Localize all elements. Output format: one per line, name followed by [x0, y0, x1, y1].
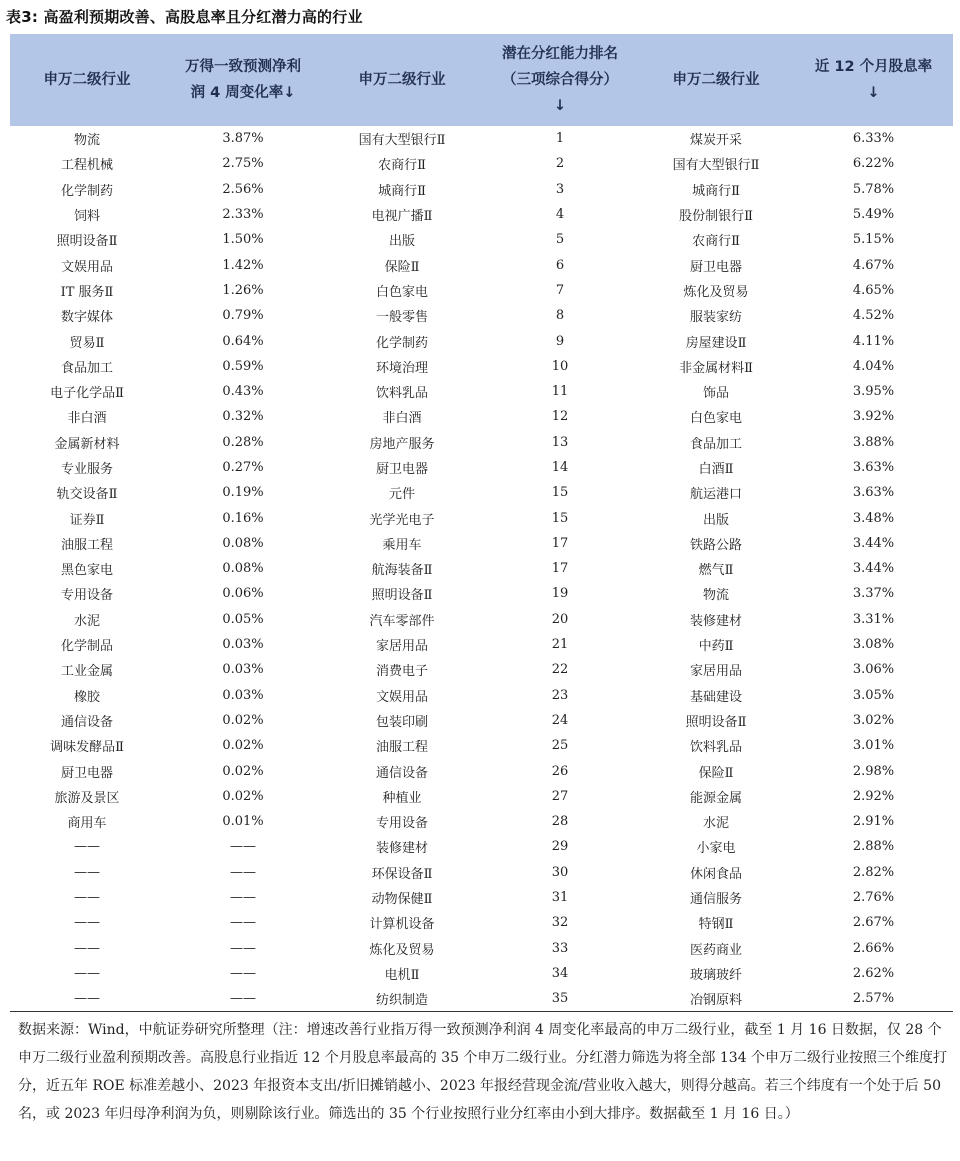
table-row	[10, 910, 953, 935]
table-cell: IT 服务Ⅱ	[60, 284, 114, 300]
table-row	[10, 961, 953, 986]
table-cell: 0.43%	[222, 384, 264, 400]
table-cell: 12	[551, 409, 569, 425]
table-cell: 工程机械	[60, 158, 113, 174]
table-cell: 2.98%	[852, 763, 895, 779]
table-cell: 0.02%	[222, 712, 264, 728]
table-row	[10, 202, 953, 227]
table-cell: 能源金属	[689, 790, 742, 806]
table-row	[10, 252, 953, 277]
table-cell: 黑色家电	[60, 563, 113, 579]
table-cell: 1.26%	[222, 282, 264, 298]
table-cell: 3.95%	[852, 384, 895, 400]
table-cell: 17	[551, 561, 569, 577]
table-cell: 2.88%	[852, 839, 895, 855]
table-cell: 装修建材	[689, 613, 742, 629]
table-cell: 3.63%	[852, 485, 895, 501]
table-cell: 23	[551, 687, 569, 703]
table-cell: 照明设备Ⅱ	[685, 714, 747, 730]
table-cell: 玻璃玻纤	[689, 967, 742, 983]
table-row	[10, 227, 953, 252]
table-row	[10, 278, 953, 303]
table-cell: 冶钢原料	[638, 986, 794, 1012]
table-cell: ——	[74, 965, 100, 981]
table-cell: 25	[551, 738, 569, 754]
table-cell: 特钢Ⅱ	[698, 917, 734, 933]
table-cell: 27	[551, 788, 569, 804]
table-cell: 化学制品	[60, 639, 113, 655]
table-row	[10, 733, 953, 758]
table-cell: 15	[551, 510, 569, 526]
table-cell: 0.01%	[222, 814, 264, 830]
table-cell: 饰品	[702, 386, 729, 402]
table-cell: 证券Ⅱ	[69, 512, 105, 528]
table-cell: 3.87%	[222, 131, 264, 147]
table-cell: ——	[74, 864, 100, 880]
table-cell: 中药Ⅱ	[698, 639, 734, 655]
table-row	[10, 632, 953, 657]
table-cell: 文娱用品	[375, 689, 428, 705]
table-cell: 2	[555, 156, 565, 172]
table-cell: 3.31%	[852, 611, 895, 627]
table-cell: ——	[230, 940, 256, 956]
table-cell: 0.03%	[222, 687, 264, 703]
table-cell: 28	[551, 814, 569, 830]
table-row	[10, 531, 953, 556]
table-row	[10, 581, 953, 606]
table-cell: 出版	[388, 234, 415, 250]
table-row	[10, 379, 953, 404]
table-cell: 5.15%	[852, 232, 895, 248]
table-cell: 文娱用品	[60, 259, 113, 275]
table-cell: 8	[555, 308, 565, 324]
table-cell: 3.44%	[852, 561, 895, 577]
col-header-dividend-yield: 近 12 个月股息率 ↓	[794, 34, 953, 126]
table-row	[10, 177, 953, 202]
table-cell: 轨交设备Ⅱ	[56, 487, 118, 503]
table-cell: 基础建设	[689, 689, 742, 705]
table-cell: ——	[230, 915, 256, 931]
table-cell: 7	[555, 282, 565, 298]
table-cell: 饲料	[73, 209, 100, 225]
table-cell: 5.49%	[852, 207, 895, 223]
table-row	[10, 303, 953, 328]
table-row	[10, 936, 953, 961]
table-cell: 厨卫电器	[689, 259, 742, 275]
table-cell: 农商行Ⅱ	[692, 234, 740, 250]
table-cell: 3.05%	[852, 687, 895, 703]
table-cell: 元件	[388, 487, 415, 503]
table-cell: 非白酒	[382, 411, 422, 427]
table-cell: 2.56%	[222, 181, 264, 197]
table-cell: 房地产服务	[369, 436, 435, 452]
source-note: 数据来源：Wind，中航证券研究所整理（注：增速改善行业指万得一致预测净利润 4 周变化率最高的申万二级行业，截至 1 月 16 日数据，仅 28 个申万二级行业盈利预期改善。高股息行业指近 12 个月股息率最高的 35 个申万二级行业。分红潜力筛选为将全部 134 个申万二级行业按照三个维度打分，近五年 ROE 标准差越小、2023 年报资本支出/折旧摊销越小、2023 年报经营现金流/营业收入越大，则得分越高。若三个纬度有一个处于后 50 名，或 2023 年归母净利润为负，则剔除该行业。筛选出的 35 个行业按照行业分红率由小到大排序。数据截至 1 月 16 日。）	[18, 1022, 948, 1122]
col-header-industry-3: 申万二级行业	[638, 34, 794, 126]
table-cell: 种植业	[382, 790, 422, 806]
table-cell: 29	[551, 839, 569, 855]
table-cell: 乘用车	[382, 537, 422, 553]
table-cell: 食品加工	[689, 436, 742, 452]
table-cell: 水泥	[73, 613, 100, 629]
table-cell: ——	[230, 864, 256, 880]
table-cell: 厨卫电器	[375, 462, 428, 477]
table-cell: 2.62%	[852, 965, 895, 981]
table-cell: 0.79%	[222, 308, 264, 324]
table-row	[10, 860, 953, 885]
table-cell: 保险Ⅱ	[698, 765, 734, 781]
table-cell: 22	[551, 662, 569, 678]
table-cell: 休闲食品	[689, 866, 742, 882]
table-cell: 家居用品	[689, 664, 742, 680]
col-header-industry-2: 申万二级行业	[322, 34, 482, 126]
table-cell: 煤炭开采	[689, 133, 742, 149]
table-row	[10, 809, 953, 834]
table-cell: 油服工程	[375, 740, 428, 756]
table-cell: 厨卫电器	[60, 765, 113, 781]
table-cell: 33	[551, 940, 569, 956]
table-row	[10, 607, 953, 632]
table-cell: 专业服务	[60, 462, 113, 477]
table-body	[10, 126, 953, 1012]
table-cell: 1	[555, 131, 565, 147]
table-cell: 2.76%	[852, 890, 895, 906]
table-cell: ——	[74, 915, 100, 931]
table-cell: 2.75%	[222, 156, 264, 172]
table-cell: 2.91%	[852, 814, 895, 830]
table-cell: 照明设备Ⅱ	[56, 234, 118, 250]
table-row	[10, 404, 953, 429]
table-cell: 32	[551, 915, 569, 931]
table-row	[10, 480, 953, 505]
table-cell: 照明设备Ⅱ	[371, 588, 433, 604]
table-cell: 光学光电子	[369, 512, 435, 528]
table-cell: 电子化学品Ⅱ	[50, 386, 124, 402]
table-cell: 1.50%	[222, 232, 264, 248]
table-row	[10, 834, 953, 859]
table-cell: 食品加工	[60, 360, 113, 376]
table-cell: 保险Ⅱ	[384, 259, 420, 275]
table-cell: 小家电	[696, 841, 736, 857]
table-cell: 调味发酵品Ⅱ	[50, 740, 124, 756]
table-cell: 白色家电	[689, 411, 742, 427]
table-cell: 通信设备	[60, 714, 113, 730]
table-cell: 数字媒体	[60, 310, 113, 326]
table-header-row	[10, 34, 953, 126]
table-cell: ——	[230, 965, 256, 981]
table-cell: 化学制药	[375, 335, 428, 351]
table-cell: 3.37%	[852, 586, 895, 602]
table-cell: 0.59%	[222, 358, 264, 374]
table-cell: 3.48%	[852, 510, 895, 526]
table-cell: 电机Ⅱ	[384, 967, 420, 983]
table-cell: 1.42%	[222, 257, 264, 273]
table-cell: 30	[551, 864, 569, 880]
table-cell: 国有大型银行Ⅱ	[672, 158, 760, 174]
table-cell: 铁路公路	[689, 537, 742, 553]
table-cell: 出版	[702, 512, 729, 528]
table-cell: 2.57%	[794, 986, 953, 1012]
table-cell: 5.78%	[852, 181, 895, 197]
table-cell: 计算机设备	[369, 917, 435, 933]
table-cell: 0.05%	[222, 611, 264, 627]
table-cell: 物流	[73, 133, 100, 149]
table-cell: 10	[551, 358, 569, 374]
table-cell: 0.06%	[222, 586, 264, 602]
table-cell: 白色家电	[375, 284, 428, 300]
table-cell: 工业金属	[60, 664, 113, 680]
table-cell: 专用设备	[60, 588, 113, 604]
table-cell: 汽车零部件	[369, 613, 435, 629]
table-cell: 3	[555, 181, 565, 197]
table-row	[10, 505, 953, 530]
table-cell: 3.02%	[852, 712, 895, 728]
table-row	[10, 758, 953, 783]
table-cell: 0.08%	[222, 561, 264, 577]
table-cell: 服装家纺	[689, 310, 742, 326]
table-row	[10, 430, 953, 455]
table-cell: 房屋建设Ⅱ	[685, 335, 747, 351]
table-cell: 11	[551, 384, 569, 400]
table-cell: 装修建材	[375, 841, 428, 857]
table-cell: 0.19%	[222, 485, 264, 501]
table-row	[10, 455, 953, 480]
table-cell: 4.04%	[852, 358, 895, 374]
table-cell: 贸易Ⅱ	[69, 335, 105, 351]
table-cell: 金属新材料	[54, 436, 120, 452]
table-cell: 一般零售	[375, 310, 428, 326]
table-cell: 0.08%	[222, 535, 264, 551]
table-cell: 电视广播Ⅱ	[371, 209, 433, 225]
table-cell: 4.11%	[852, 333, 895, 349]
table-cell: ——	[230, 890, 256, 906]
table-cell: 白酒Ⅱ	[698, 462, 734, 477]
table-cell: 城商行Ⅱ	[378, 183, 426, 199]
table-cell: 4.52%	[852, 308, 895, 324]
table-cell: 4.67%	[852, 257, 895, 273]
col-header-industry-1: 申万二级行业	[10, 34, 164, 126]
table-cell: 2.66%	[852, 940, 895, 956]
table-row	[10, 556, 953, 581]
table-cell: 油服工程	[60, 537, 113, 553]
table-cell: 3.92%	[852, 409, 895, 425]
table-row	[10, 784, 953, 809]
table-cell: 34	[551, 965, 569, 981]
table-cell: 6.22%	[852, 156, 895, 172]
table-cell: 动物保健Ⅱ	[371, 892, 433, 908]
table-cell: 15	[551, 485, 569, 501]
table-cell: 家居用品	[375, 639, 428, 655]
table-cell: 航海装备Ⅱ	[371, 563, 433, 579]
table-row	[10, 885, 953, 910]
table-cell: 3.63%	[852, 460, 895, 475]
table-cell: 0.02%	[222, 763, 264, 779]
table-cell: 0.16%	[222, 510, 264, 526]
table-cell: ——	[164, 986, 322, 1012]
col-header-profit-change: 万得一致预测净利 润 4 周变化率↓	[164, 34, 322, 126]
table-cell: 非金属材料Ⅱ	[679, 360, 753, 376]
table-row	[10, 151, 953, 176]
table-cell: 医药商业	[689, 942, 742, 958]
table-cell: 炼化及贸易	[683, 284, 749, 300]
table-cell: 2.33%	[222, 207, 264, 223]
table-cell: 17	[551, 535, 569, 551]
table-cell: 环境治理	[375, 360, 428, 376]
table-cell: 燃气Ⅱ	[698, 563, 734, 579]
table-row	[10, 328, 953, 353]
table-cell: 0.27%	[222, 460, 264, 475]
table-cell: 城商行Ⅱ	[692, 183, 740, 199]
table-cell: ——	[74, 890, 100, 906]
table-cell: ——	[74, 839, 100, 855]
table-cell: ——	[230, 839, 256, 855]
table-row	[10, 708, 953, 733]
table-cell: 3.44%	[852, 535, 895, 551]
table-row	[10, 683, 953, 708]
table-row	[10, 354, 953, 379]
table-cell: 0.64%	[222, 333, 264, 349]
table-cell: 2.67%	[852, 915, 895, 931]
table-cell: 国有大型银行Ⅱ	[358, 133, 446, 149]
table-cell: 2.92%	[852, 788, 895, 804]
table-cell: 5	[555, 232, 565, 248]
table-cell: 3.06%	[852, 662, 895, 678]
table-cell: 0.03%	[222, 662, 264, 678]
table-cell: 专用设备	[375, 816, 428, 832]
table-cell: 水泥	[702, 816, 729, 832]
table-cell: 旅游及景区	[54, 790, 120, 806]
table-cell: 农商行Ⅱ	[378, 158, 426, 174]
table-cell: 13	[551, 434, 569, 450]
table-row	[10, 657, 953, 682]
table-cell: ——	[74, 940, 100, 956]
table-cell: ——	[10, 986, 164, 1012]
table-cell: 20	[551, 611, 569, 627]
table-cell: 4	[555, 207, 565, 223]
table-cell: 饮料乳品	[375, 386, 428, 402]
table-cell: 通信服务	[689, 892, 742, 908]
table-row	[10, 986, 953, 1012]
table-cell: 航运港口	[689, 487, 742, 503]
table-cell: 24	[551, 712, 569, 728]
table-cell: 3.88%	[852, 434, 895, 450]
table-cell: 3.01%	[852, 738, 895, 754]
table-cell: 非白酒	[67, 411, 107, 427]
table-cell: 橡胶	[73, 689, 100, 705]
table-cell: 纺织制造	[322, 986, 482, 1012]
table-cell: 6.33%	[852, 131, 895, 147]
industry-table	[10, 34, 953, 1012]
table-cell: 0.32%	[222, 409, 264, 425]
table-row	[10, 126, 953, 151]
table-cell: 3.08%	[852, 637, 895, 653]
table-cell: 4.65%	[852, 282, 895, 298]
table-cell: 0.02%	[222, 788, 264, 804]
table-cell: 炼化及贸易	[369, 942, 435, 958]
table-cell: 饮料乳品	[689, 740, 742, 756]
table-cell: 物流	[702, 588, 729, 604]
col-header-dividend-rank: 潜在分红能力排名 （三项综合得分） ↓	[482, 34, 638, 126]
table-cell: 2.82%	[852, 864, 895, 880]
table-cell: 通信设备	[375, 765, 428, 781]
table-cell: 21	[551, 637, 569, 653]
table-cell: 9	[555, 333, 565, 349]
table-cell: 0.02%	[222, 738, 264, 754]
table-cell: 0.28%	[222, 434, 264, 450]
table-cell: 包装印刷	[375, 714, 428, 730]
table-cell: 0.03%	[222, 637, 264, 653]
table-cell: 35	[482, 986, 638, 1012]
table-cell: 14	[551, 460, 569, 475]
table-cell: 19	[551, 586, 569, 602]
table-cell: 化学制药	[60, 183, 113, 199]
table-cell: 6	[555, 257, 565, 273]
table-cell: 消费电子	[375, 664, 428, 680]
table-title: 表3: 高盈利预期改善、高股息率且分红潜力高的行业	[6, 8, 363, 26]
table-cell: 31	[551, 890, 569, 906]
table-cell: 股份制银行Ⅱ	[679, 209, 753, 225]
table-cell: 环保设备Ⅱ	[371, 866, 433, 882]
table-cell: 商用车	[67, 816, 107, 832]
table-cell: 26	[551, 763, 569, 779]
